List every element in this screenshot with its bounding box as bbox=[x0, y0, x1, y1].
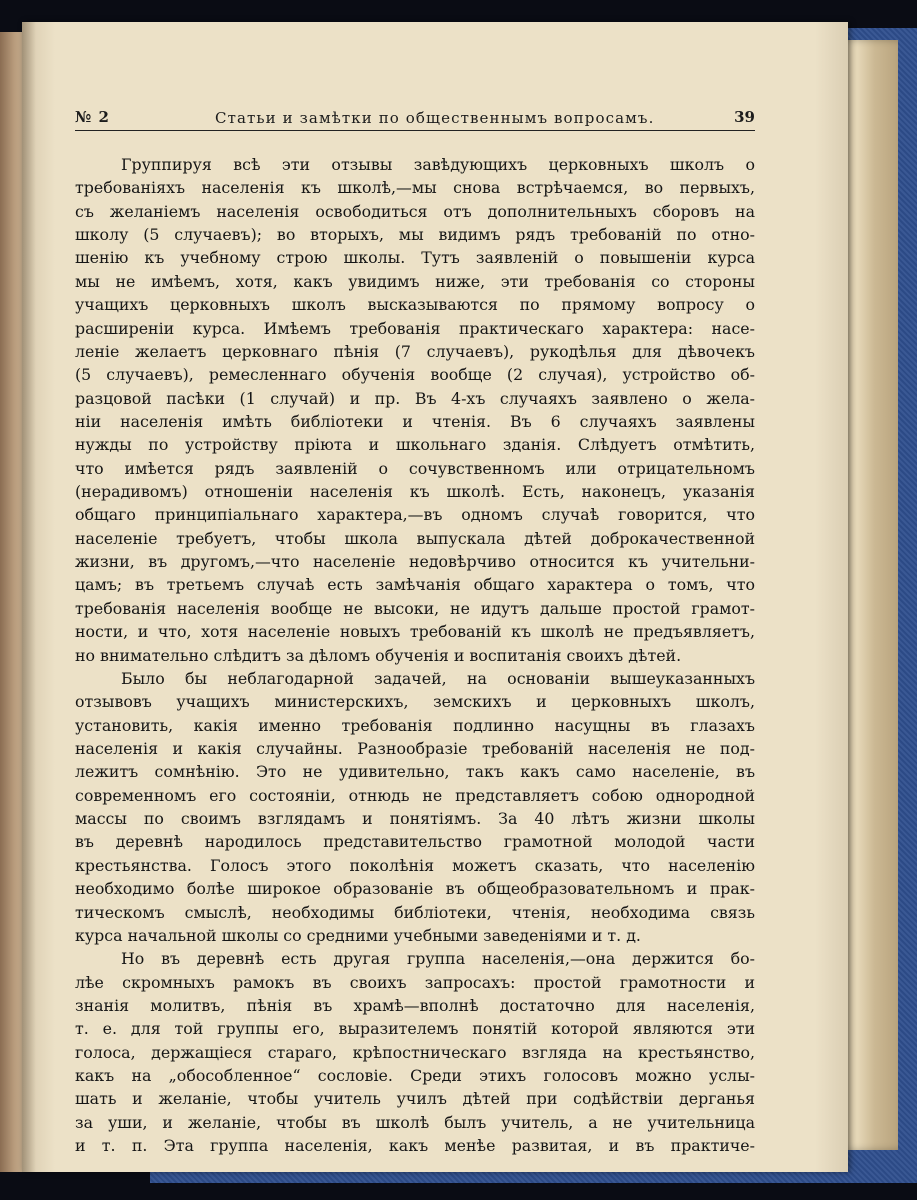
text-line: (5 случаевъ), ремесленнаго обученія вообще (2 случая), устройство об- bbox=[75, 365, 755, 385]
text-line: съ желаніемъ населенія освободиться отъ дополнительныхъ сборовъ на bbox=[75, 201, 755, 221]
text-line: современномъ его состояніи, отнюдь не представляетъ собою однородной bbox=[75, 785, 755, 805]
text-line: но внимательно слѣдитъ за дѣломъ обученія и воспитанія своихъ дѣтей. bbox=[75, 645, 682, 665]
text-line: голоса, держащіеся стараго, крѣпостническаго взгляда на крестьянство, bbox=[75, 1042, 755, 1062]
text-line: учащихъ церковныхъ школъ высказываются по прямому вопросу о bbox=[75, 295, 755, 315]
text-line: установить, какія именно требованія подлинно насущны въ глазахъ bbox=[75, 715, 755, 735]
issue-number: № 2 bbox=[75, 108, 110, 126]
text-line: тическомъ смыслѣ, необходимы библіотеки, чтенія, необходима связь bbox=[75, 902, 755, 922]
text-line: что имѣется рядъ заявленій о сочувственномъ или отрицательномъ bbox=[75, 458, 755, 478]
text-line: мы не имѣемъ, хотя, какъ увидимъ ниже, эти требованія со стороны bbox=[75, 271, 755, 291]
text-line: крестьянства. Голосъ этого поколѣнія можетъ сказать, что населенію bbox=[75, 855, 755, 875]
text-line: лѣе скромныхъ рамокъ въ своихъ запросахъ: простой грамотности и bbox=[75, 972, 755, 992]
page-fore-edge bbox=[840, 40, 898, 1150]
text-line: массы по своимъ взглядамъ и понятіямъ. За 40 лѣтъ жизни школы bbox=[75, 809, 755, 829]
text-line: знанія молитвъ, пѣнія въ храмѣ—вполнѣ достаточно для населенія, bbox=[75, 995, 755, 1015]
running-head bbox=[75, 106, 755, 132]
text-line: Группируя всѣ эти отзывы завѣдующихъ церковныхъ школъ о bbox=[121, 155, 755, 174]
text-line: населеніе требуетъ, чтобы школа выпускала дѣтей доброкачественной bbox=[75, 528, 755, 548]
gutter-shadow bbox=[22, 22, 36, 1172]
text-line: необходимо болѣе широкое образованіе въ общеобразовательномъ и прак- bbox=[75, 879, 755, 899]
text-line: цамъ; въ третьемъ случаѣ есть замѣчанія общаго характера о томъ, что bbox=[75, 575, 755, 595]
text-line: т. е. для той группы его, выразителемъ понятій которой являются эти bbox=[75, 1019, 755, 1039]
text-line: въ деревнѣ народилось представительство грамотной молодой части bbox=[75, 832, 755, 852]
text-line: расширеніи курса. Имѣемъ требованія практическаго характера: насе- bbox=[75, 318, 755, 338]
text-line: ніи населенія имѣть библіотеки и чтенія. Въ 6 случаяхъ заявлены bbox=[75, 411, 755, 431]
text-line: шать и желаніе, чтобы учитель училъ дѣтей при содѣйствіи дерганья bbox=[75, 1089, 755, 1109]
body-text bbox=[75, 153, 755, 1157]
text-line: отзывовъ учащихъ министерскихъ, земскихъ и церковныхъ школъ, bbox=[75, 692, 755, 712]
text-line: требованіяхъ населенія къ школѣ,—мы снова встрѣчаемся, во первыхъ, bbox=[75, 178, 755, 198]
section-title: Статьи и замѣтки по общественнымъ вопросамъ. bbox=[215, 109, 655, 127]
text-line: школу (5 случаевъ); во вторыхъ, мы видимъ рядъ требованій по отно- bbox=[75, 225, 755, 245]
text-line: курса начальной школы со средними учебными заведеніями и т. д. bbox=[75, 925, 641, 945]
text-line: шенію къ учебному строю школы. Тутъ заявленій о повышеніи курса bbox=[75, 248, 755, 268]
text-line: леніе желаетъ церковнаго пѣнія (7 случаевъ), рукодѣлья для дѣвочекъ bbox=[75, 341, 755, 361]
text-line: разцовой пасѣки (1 случай) и пр. Въ 4-хъ случаяхъ заявлено о жела- bbox=[75, 388, 755, 408]
text-line: жизни, въ другомъ,—что населеніе недовѣрчиво относится къ учительни- bbox=[75, 552, 755, 572]
text-line: нужды по устройству пріюта и школьнаго зданія. Слѣдуетъ отмѣтить, bbox=[75, 435, 755, 455]
text-line: (нерадивомъ) отношеніи населенія къ школѣ. Есть, наконецъ, указанія bbox=[75, 482, 755, 502]
text-line: Было бы неблагодарной задачей, на основаніи вышеуказанныхъ bbox=[121, 668, 755, 688]
text-line: и т. п. Эта группа населенія, какъ менѣе развитая, и въ практиче- bbox=[75, 1136, 755, 1156]
text-line: ности, и что, хотя населеніе новыхъ требованій къ школѣ не предъявляетъ, bbox=[75, 622, 755, 642]
text-line: какъ на „обособленное“ сословіе. Среди этихъ голосовъ можно услы- bbox=[75, 1066, 755, 1086]
page-number: 39 bbox=[734, 108, 755, 126]
text-line: общаго принципіальнаго характера,—въ одномъ случаѣ говорится, что bbox=[75, 505, 755, 525]
text-line: населенія и какія случайны. Разнообразіе требованій населенія не под- bbox=[75, 738, 755, 758]
text-line: за уши, и желаніе, чтобы въ школѣ былъ учитель, а не учительница bbox=[75, 1112, 755, 1132]
text-line: Но въ деревнѣ есть другая группа населенія,—она держится бо- bbox=[121, 949, 755, 969]
header-rule bbox=[75, 130, 755, 131]
text-line: требованія населенія вообще не высоки, не идутъ дальше простой грамот- bbox=[75, 598, 755, 618]
text-line: лежитъ сомнѣнію. Это не удивительно, такъ какъ само населеніе, въ bbox=[75, 762, 755, 782]
